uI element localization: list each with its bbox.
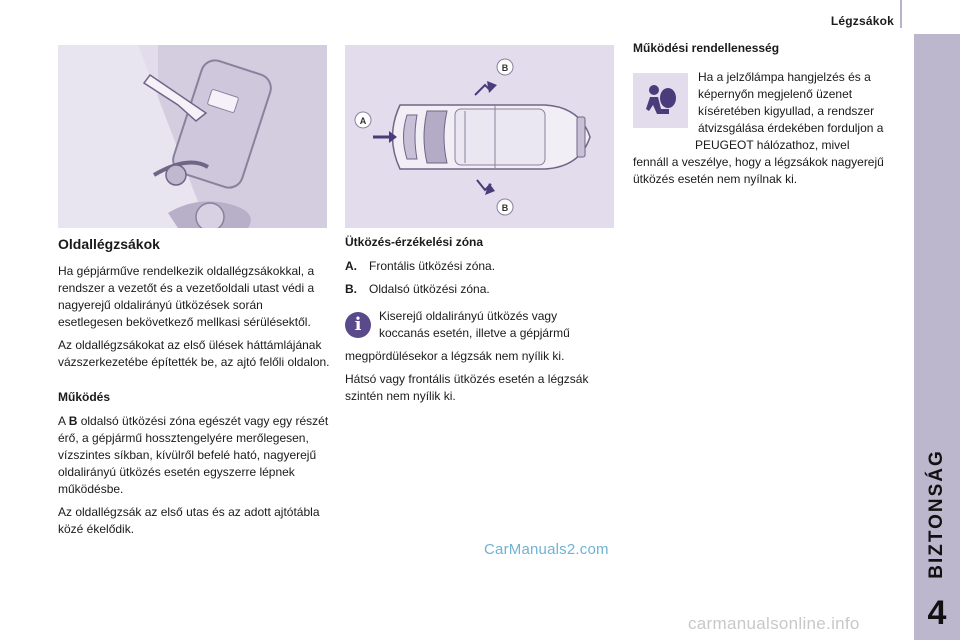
watermark-carmanualsonline: carmanualsonline.info [688,614,860,633]
operation-title: Működés [58,390,111,404]
airbag-warning-glyph [641,81,681,121]
warning-text: Ha a jelzőlámpa hangjelzés és a képernyőn megjelenő üzenet kíséretében kigyullad, a rendszer átvizsgálása érdekében forduljon a PEUGEOT hálózathoz, mivel [695,70,884,152]
zone-label-b-top: B [501,63,509,73]
malfunction-section [633,40,901,194]
page-title: Légzsákok [830,14,894,28]
crash-zone-illustration [345,45,614,228]
watermark-carmanuals2: CarManuals2.com [484,541,609,558]
car-top-view-drawing [345,45,614,228]
airbag-warning-icon [633,73,688,128]
operation-paragraph-1: A B oldalsó ütközési zóna egészét vagy egy részét érő, a gépjármű hossztengelyére merőlegesen, vízszintes síkban, kívülről befelé ható, nagyerejű oldalirányú ütközés esetén egyszerre lépnek működésbe. [58,414,329,496]
zone-label-b-bottom: B [501,203,509,213]
intro-paragraph-2: Az oldallégzsákokat az első ülések háttámlájának vázszerkezetébe építették be, az ajtó felőli oldalon. [58,338,330,369]
zone-item-b: B. Oldalsó ütközési zóna. [345,282,490,296]
zone-item-a: A. Frontális ütközési zóna. [345,259,496,273]
zone-b-reference: B [68,414,78,428]
operation-paragraph-2: Az oldallégzsák az első utas és az adott ajtótábla közé ékelődik. [58,505,320,536]
crash-zone-section [345,234,607,411]
chapter-label: BIZTONSÁG [926,449,947,579]
seat-airbag-drawing [58,45,327,228]
info-note [345,308,607,405]
info-text: Kiserejű oldalirányú ütközés vagy koccanás esetén, illetve a gépjármű [379,309,570,340]
info-paragraph-2: Hátsó vagy frontális ütközés esetén a légzsák szintén nem nyílik ki. [345,372,589,403]
info-text-continued: megpördülésekor a légzsák nem nyílik ki. [345,349,565,363]
side-airbags-section [58,234,330,544]
malfunction-title: Működési rendellenesség [633,41,780,55]
header-rule [900,0,902,28]
info-icon: i [345,312,371,338]
chapter-tab [914,34,960,640]
chapter-number: 4 [927,594,947,632]
section-title: Oldallégzsákok [58,236,160,252]
warning-text-continued: fennáll a veszélye, hogy a légzsákok nagyerejű ütközés esetén nem nyílnak ki. [633,155,884,186]
zone-label-a: A [359,116,367,126]
seat-airbag-illustration [58,45,327,228]
zone-title: Ütközés-érzékelési zóna [345,235,484,249]
intro-paragraph-1: Ha gépjárműve rendelkezik oldallégzsákokkal, a rendszer a vezetőt és a vezetőoldali utast védi a nagyerejű oldalirányú ütközések során esetlegesen bekövetkező mellkasi sérülésektől. [58,264,315,329]
